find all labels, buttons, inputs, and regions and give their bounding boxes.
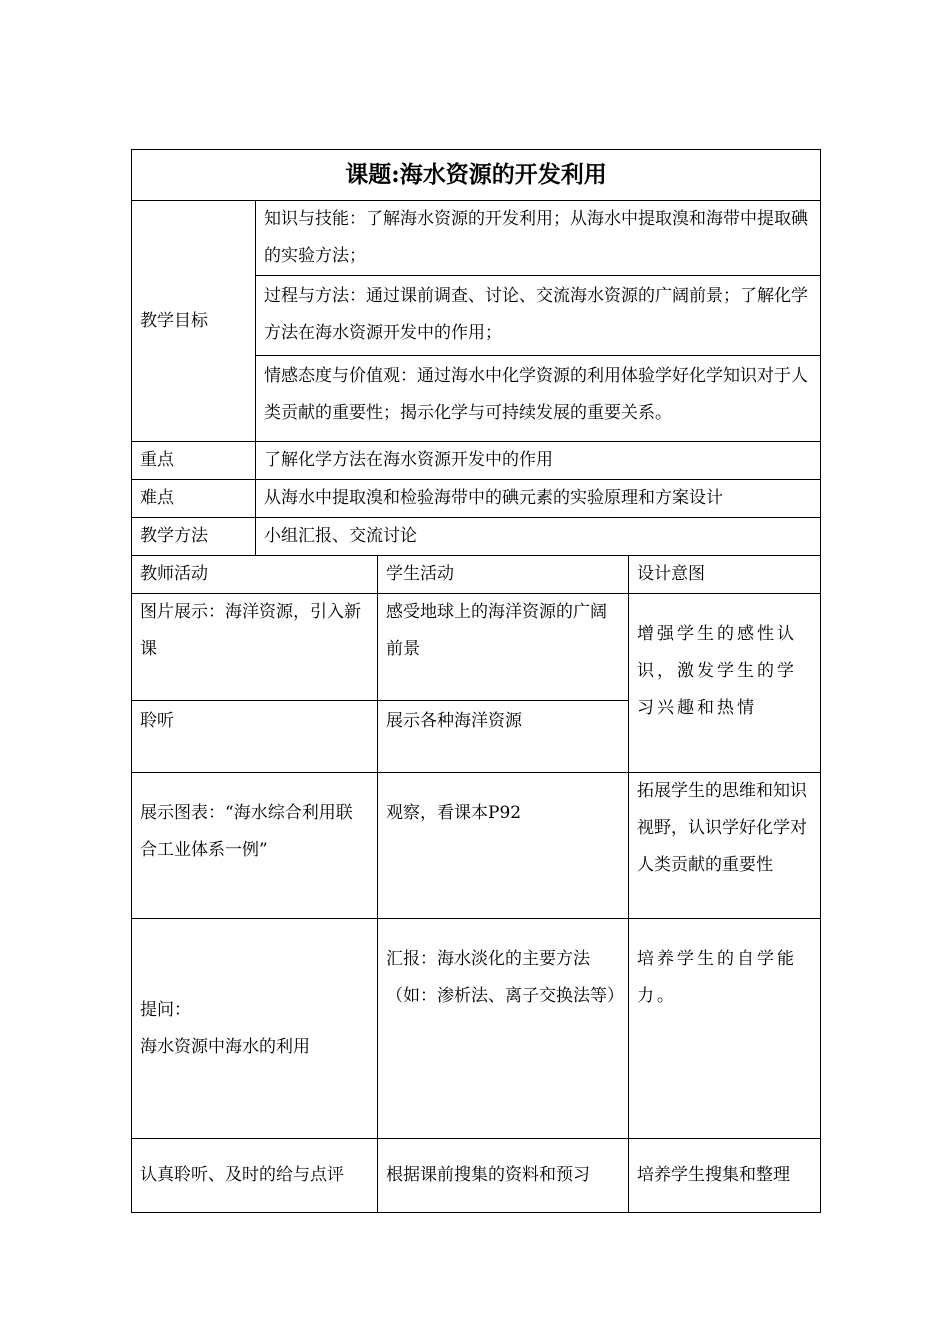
lesson-plan-page <box>131 149 820 1213</box>
row1-student: 感受地球上的海洋资源的广阔前景 <box>378 594 629 701</box>
difficulty-label: 难点 <box>132 480 256 518</box>
key-point-value: 了解化学方法在海水资源开发中的作用 <box>256 442 821 480</box>
method-label: 教学方法 <box>132 518 256 556</box>
column-header-intent: 设计意图 <box>629 556 821 594</box>
row5-student: 根据课前搜集的资料和预习 <box>378 1139 629 1213</box>
page-title: 课题:海水资源的开发利用 <box>132 150 821 201</box>
objective-process: 过程与方法：通过课前调查、讨论、交流海水资源的广阔前景；了解化学方法在海水资源开发中的作用； <box>256 276 821 356</box>
row1-intent: 增强学生的感性认识，激发学生的学习兴趣和热情 <box>629 594 821 773</box>
objective-knowledge: 知识与技能：了解海水资源的开发利用；从海水中提取溴和海带中提取碘的实验方法； <box>256 201 821 276</box>
row5-intent: 培养学生搜集和整理 <box>629 1139 821 1213</box>
row3-intent: 拓展学生的思维和知识视野，认识学好化学对人类贡献的重要性 <box>629 773 821 919</box>
column-header-student: 学生活动 <box>378 556 629 594</box>
row4-intent: 培养学生的自学能力。 <box>629 919 821 1139</box>
row4-teacher-line2: 海水资源中海水的利用 <box>140 1036 310 1057</box>
objective-attitude: 情感态度与价值观：通过海水中化学资源的利用体验学好化学知识对于人类贡献的重要性；揭示化学与可持续发展的重要关系。 <box>256 356 821 442</box>
row2-teacher: 聆听 <box>132 701 378 773</box>
lesson-plan-table <box>131 149 821 1213</box>
method-value: 小组汇报、交流讨论 <box>256 518 821 556</box>
row4-teacher <box>132 919 378 1139</box>
row2-student: 展示各种海洋资源 <box>378 701 629 773</box>
row3-student: 观察，看课本P92 <box>378 773 629 919</box>
row4-teacher-line1: 提问： <box>140 999 191 1020</box>
difficulty-value: 从海水中提取溴和检验海带中的碘元素的实验原理和方案设计 <box>256 480 821 518</box>
row1-teacher: 图片展示：海洋资源，引入新课 <box>132 594 378 701</box>
key-point-label: 重点 <box>132 442 256 480</box>
row5-teacher: 认真聆听、及时的给与点评 <box>132 1139 378 1213</box>
objectives-label: 教学目标 <box>132 201 256 442</box>
row3-teacher: 展示图表：“海水综合利用联合工业体系一例” <box>132 773 378 919</box>
column-header-teacher: 教师活动 <box>132 556 378 594</box>
row4-student: 汇报：海水淡化的主要方法（如：渗析法、离子交换法等） <box>378 919 629 1139</box>
